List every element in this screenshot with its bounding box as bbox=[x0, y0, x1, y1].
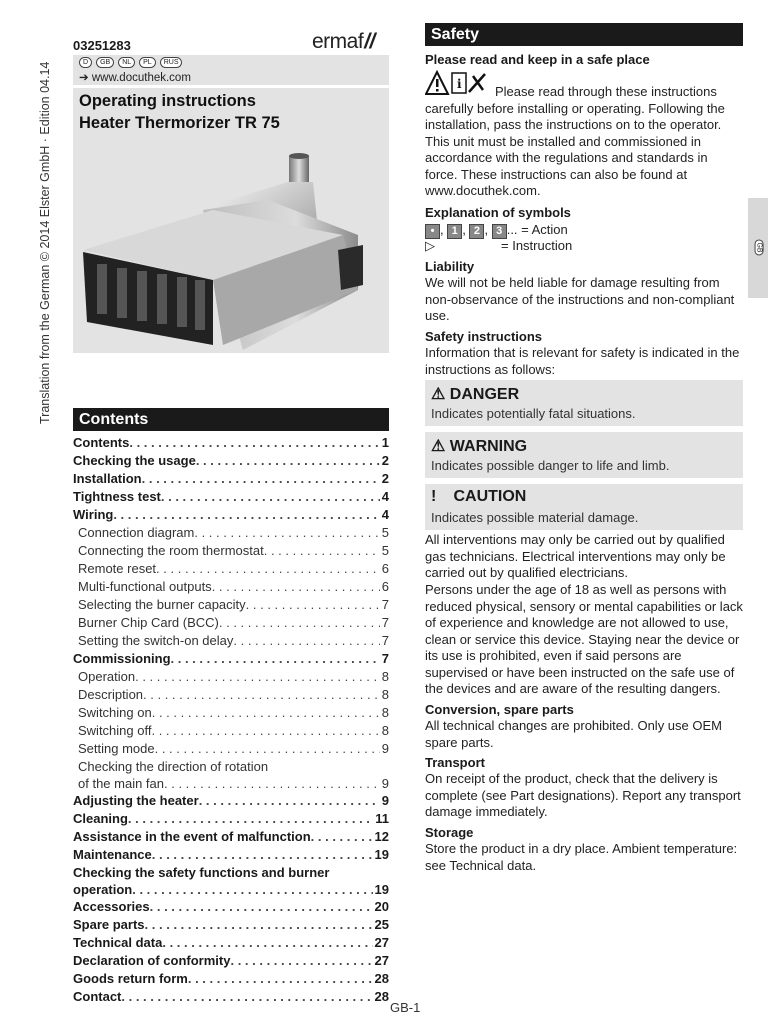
toc-leader-dots bbox=[128, 810, 373, 828]
toc-leader-dots bbox=[143, 686, 380, 704]
toc-label: Checking the safety functions and burner bbox=[73, 865, 330, 880]
toc-line2 bbox=[73, 881, 389, 898]
toc-leader-dots bbox=[219, 614, 380, 632]
toc-leader-dots bbox=[212, 578, 380, 596]
danger-text: Indicates potentially fatal situations. bbox=[431, 406, 636, 421]
logo-text: ermaf bbox=[312, 30, 364, 53]
toc-page-number: 20 bbox=[374, 899, 389, 914]
toc-entry[interactable] bbox=[73, 668, 389, 686]
toc-entry[interactable] bbox=[73, 686, 389, 704]
toc-leader-dots bbox=[135, 668, 380, 686]
toc-label: Maintenance bbox=[73, 847, 152, 862]
toc-label: Connecting the room thermostat bbox=[78, 543, 264, 558]
toc-leader-dots bbox=[152, 704, 380, 722]
toc-entry[interactable] bbox=[73, 452, 389, 470]
caution-text: Indicates possible material damage. bbox=[431, 510, 639, 525]
docuthek-link[interactable]: ➔ www.docuthek.com bbox=[79, 72, 191, 84]
toc-page-number: 8 bbox=[381, 705, 389, 720]
logo-slashes: // bbox=[364, 30, 375, 53]
toc-label: Checking the direction of rotation bbox=[78, 759, 269, 774]
language-badge: PL bbox=[139, 57, 156, 68]
toc-leader-dots bbox=[113, 506, 379, 524]
safety-header: Safety bbox=[425, 23, 743, 46]
table-of-contents bbox=[73, 434, 389, 1006]
toc-leader-dots bbox=[151, 722, 379, 740]
toc-label: Contents bbox=[73, 435, 130, 450]
toc-entry[interactable] bbox=[73, 810, 389, 828]
toc-label: Description bbox=[78, 687, 144, 702]
warning-triangle-icon: ⚠ bbox=[431, 386, 446, 403]
toc-label: Accessories bbox=[73, 899, 150, 914]
toc-entry[interactable] bbox=[73, 578, 389, 596]
toc-label: Operation bbox=[78, 669, 136, 684]
toc-entry[interactable] bbox=[73, 916, 389, 934]
toc-entry[interactable] bbox=[73, 524, 389, 542]
toc-entry[interactable] bbox=[73, 864, 389, 898]
svg-text:i: i bbox=[457, 77, 462, 91]
toc-page-number: 19 bbox=[374, 882, 389, 897]
conversion-heading: Conversion, spare parts bbox=[425, 702, 574, 717]
toc-entry[interactable] bbox=[73, 934, 389, 952]
conversion-text: All technical changes are prohibited. Only use OEM spare parts. bbox=[425, 718, 722, 750]
toc-label: Checking the usage bbox=[73, 453, 196, 468]
storage-text: Store the product in a dry place. Ambient temperature: see Technical data. bbox=[425, 841, 738, 873]
toc-leader-dots bbox=[145, 916, 373, 934]
safety-instructions-text: Information that is relevant for safety is indicated in the instructions as follows: bbox=[425, 345, 740, 377]
toc-page-number: 4 bbox=[381, 507, 389, 522]
read-instructions-text: Please read through these instructions carefully before installing or operating. Following the installation, pass the instructions on to the operator. This unit must be installed and commissioned in accordance with the regulations and standards in force. These instructions can also be found at www.docuthek.com. bbox=[425, 84, 725, 198]
toc-entry[interactable] bbox=[73, 704, 389, 722]
toc-leader-dots bbox=[155, 740, 380, 758]
toc-leader-dots bbox=[164, 775, 380, 792]
toc-page-number: 7 bbox=[381, 651, 389, 666]
toc-page-number: 9 bbox=[381, 741, 389, 756]
caution-label: CAUTION bbox=[453, 488, 527, 505]
action-symbol-chip: • bbox=[425, 224, 440, 239]
read-keep-heading: Please read and keep in a safe place bbox=[425, 52, 650, 67]
toc-label: Setting mode bbox=[78, 741, 155, 756]
toc-page-number: 28 bbox=[374, 989, 389, 1004]
page-number: GB-1 bbox=[390, 1000, 421, 1015]
toc-leader-dots bbox=[152, 846, 373, 864]
toc-page-number: 7 bbox=[381, 615, 389, 630]
title-panel bbox=[73, 88, 389, 353]
toc-leader-dots bbox=[132, 881, 372, 898]
toc-page-number: 12 bbox=[374, 829, 389, 844]
toc-label: Technical data bbox=[73, 935, 163, 950]
toc-page-number: 27 bbox=[374, 935, 389, 950]
action-symbol-chip: 2 bbox=[469, 224, 484, 239]
side-tab-language: GB bbox=[755, 239, 764, 255]
toc-page-number: 5 bbox=[381, 543, 389, 558]
toc-leader-dots bbox=[230, 952, 372, 970]
transport-text: On receipt of the product, check that the delivery is complete (see Part designations). Report any transport damage immediately. bbox=[425, 771, 741, 819]
toc-entry[interactable] bbox=[73, 560, 389, 578]
toc-page-number: 1 bbox=[381, 435, 389, 450]
toc-label: Contact bbox=[73, 989, 122, 1004]
toc-entry[interactable] bbox=[73, 596, 389, 614]
toc-page-number: 7 bbox=[381, 597, 389, 612]
toc-entry[interactable] bbox=[73, 650, 389, 668]
toc-leader-dots bbox=[171, 650, 380, 668]
warning-text: Indicates possible danger to life and limb. bbox=[431, 458, 670, 473]
toc-entry[interactable] bbox=[73, 952, 389, 970]
toc-label: Adjusting the heater bbox=[73, 793, 199, 808]
toc-leader-dots bbox=[199, 792, 380, 810]
toc-page-number: 8 bbox=[381, 669, 389, 684]
toc-label: Declaration of conformity bbox=[73, 953, 231, 968]
toc-entry[interactable] bbox=[73, 632, 389, 650]
toc-entry[interactable] bbox=[73, 898, 389, 916]
symbols-instruction-line bbox=[425, 238, 743, 255]
toc-label: Goods return form bbox=[73, 971, 188, 986]
language-badge: GB bbox=[96, 57, 114, 68]
persons-text: Persons under the age of 18 as well as persons with reduced physical, sensory or mental capabilities or lack of experience and knowledge are not allowed to use, clean or service this device. Staying near the device or its use is prohibited, even if said persons are supervised or have been instructed on the safe use of the devices and are aware of the resulting dangers. bbox=[425, 582, 743, 696]
toc-label-continued: of the main fan bbox=[78, 776, 164, 791]
language-badge: RUS bbox=[160, 57, 183, 68]
language-badge: NL bbox=[118, 57, 135, 68]
liability-heading: Liability bbox=[425, 259, 475, 274]
symbols-heading: Explanation of symbols bbox=[425, 205, 571, 220]
toc-entry[interactable] bbox=[73, 988, 389, 1006]
toc-entry[interactable] bbox=[73, 488, 389, 506]
instruction-triangle-icon: ▷ bbox=[425, 238, 435, 253]
danger-label: DANGER bbox=[449, 386, 520, 403]
toc-leader-dots bbox=[311, 828, 373, 846]
toc-leader-dots bbox=[196, 452, 380, 470]
toc-entry[interactable] bbox=[73, 470, 389, 488]
toc-entry[interactable] bbox=[73, 792, 389, 810]
toc-leader-dots bbox=[194, 524, 379, 542]
toc-label: Switching on bbox=[78, 705, 152, 720]
toc-entry[interactable] bbox=[73, 542, 389, 560]
toc-page-number: 2 bbox=[381, 453, 389, 468]
toc-entry[interactable] bbox=[73, 614, 389, 632]
toc-page-number: 7 bbox=[381, 633, 389, 648]
storage-heading: Storage bbox=[425, 825, 474, 840]
toc-label: Switching off bbox=[78, 723, 152, 738]
toc-page-number: 2 bbox=[381, 471, 389, 486]
language-badge: D bbox=[79, 57, 92, 68]
toc-page-number: 8 bbox=[381, 687, 389, 702]
warning-triangle-icon: ⚠ bbox=[431, 438, 446, 455]
toc-leader-dots bbox=[246, 596, 380, 614]
toc-entry[interactable] bbox=[73, 722, 389, 740]
toc-label: Multi-functional outputs bbox=[78, 579, 212, 594]
language-bar bbox=[73, 55, 389, 85]
translation-edition-note: Translation from the German © 2014 Elster GmbH · Edition 04.14 bbox=[38, 61, 52, 424]
toc-leader-dots bbox=[233, 632, 379, 650]
contents-header: Contents bbox=[73, 408, 389, 431]
toc-page-number: 28 bbox=[374, 971, 389, 986]
toc-label: Setting the switch-on delay bbox=[78, 633, 234, 648]
toc-label: Wiring bbox=[73, 507, 114, 522]
toc-leader-dots bbox=[142, 470, 380, 488]
toc-line2 bbox=[78, 775, 389, 792]
toc-page-number: 9 bbox=[381, 793, 389, 808]
danger-title bbox=[431, 384, 519, 404]
interventions-text: All interventions may only be carried out by qualified gas technicians. Electrical interventions may only be carried out by qualified electricians. bbox=[425, 532, 726, 580]
toc-label: Installation bbox=[73, 471, 142, 486]
toc-entry[interactable] bbox=[73, 434, 389, 452]
toc-label: Spare parts bbox=[73, 917, 145, 932]
toc-leader-dots bbox=[162, 934, 372, 952]
warning-label: WARNING bbox=[449, 438, 528, 455]
symbols-action: ... = Action bbox=[506, 222, 568, 237]
toc-entry[interactable] bbox=[73, 828, 389, 846]
toc-page-number: 4 bbox=[381, 489, 389, 504]
transport-heading: Transport bbox=[425, 755, 485, 770]
toc-entry[interactable] bbox=[73, 506, 389, 524]
toc-label: Cleaning bbox=[73, 811, 128, 826]
toc-label: Remote reset bbox=[78, 561, 157, 576]
toc-entry[interactable] bbox=[73, 846, 389, 864]
toc-leader-dots bbox=[156, 560, 380, 578]
language-list bbox=[79, 57, 182, 68]
ermaf-logo bbox=[312, 30, 375, 54]
safety-instructions-heading: Safety instructions bbox=[425, 329, 543, 344]
caution-box bbox=[425, 484, 743, 530]
exclamation-icon: ! bbox=[431, 488, 437, 505]
toc-page-number: 8 bbox=[381, 723, 389, 738]
liability-text: We will not be held liable for damage resulting from non-observance of the instructions and non-compliant use. bbox=[425, 275, 735, 323]
danger-box bbox=[425, 380, 743, 426]
heater-product-image bbox=[73, 140, 389, 353]
toc-entry[interactable] bbox=[73, 740, 389, 758]
toc-label: Tightness test bbox=[73, 489, 161, 504]
symbols-instruction: = Instruction bbox=[501, 238, 573, 253]
toc-page-number: 9 bbox=[381, 776, 389, 791]
action-symbol-chip: 1 bbox=[447, 224, 462, 239]
toc-leader-dots bbox=[161, 488, 380, 506]
toc-page-number: 6 bbox=[381, 561, 389, 576]
toc-entry[interactable] bbox=[73, 758, 389, 792]
toc-page-number: 19 bbox=[374, 847, 389, 862]
toc-page-number: 11 bbox=[375, 811, 389, 826]
doc-title-line2: Heater Thermorizer TR 75 bbox=[79, 114, 280, 132]
action-symbols: • , 1 , 2 , 3 bbox=[425, 222, 507, 237]
toc-page-number: 5 bbox=[381, 525, 389, 540]
document-number: 03251283 bbox=[73, 38, 131, 53]
warning-box bbox=[425, 432, 743, 478]
toc-leader-dots bbox=[264, 542, 380, 560]
toc-label: Burner Chip Card (BCC) bbox=[78, 615, 219, 630]
caution-title bbox=[431, 488, 526, 506]
toc-page-number: 27 bbox=[374, 953, 389, 968]
toc-leader-dots bbox=[121, 988, 372, 1006]
toc-leader-dots bbox=[129, 434, 379, 452]
toc-leader-dots bbox=[188, 970, 373, 988]
toc-label: Commissioning bbox=[73, 651, 171, 666]
action-symbol-chip: 3 bbox=[492, 224, 507, 239]
toc-label: Assistance in the event of malfunction bbox=[73, 829, 311, 844]
toc-leader-dots bbox=[150, 898, 373, 916]
toc-page-number: 25 bbox=[374, 917, 389, 932]
warning-title bbox=[431, 436, 527, 456]
toc-label-continued: operation bbox=[73, 882, 133, 897]
toc-entry[interactable] bbox=[73, 970, 389, 988]
toc-page-number: 6 bbox=[381, 579, 389, 594]
symbols-action-line bbox=[425, 222, 743, 239]
doc-title-line1: Operating instructions bbox=[79, 92, 256, 110]
toc-label: Connection diagram bbox=[78, 525, 195, 540]
toc-label: Selecting the burner capacity bbox=[78, 597, 246, 612]
